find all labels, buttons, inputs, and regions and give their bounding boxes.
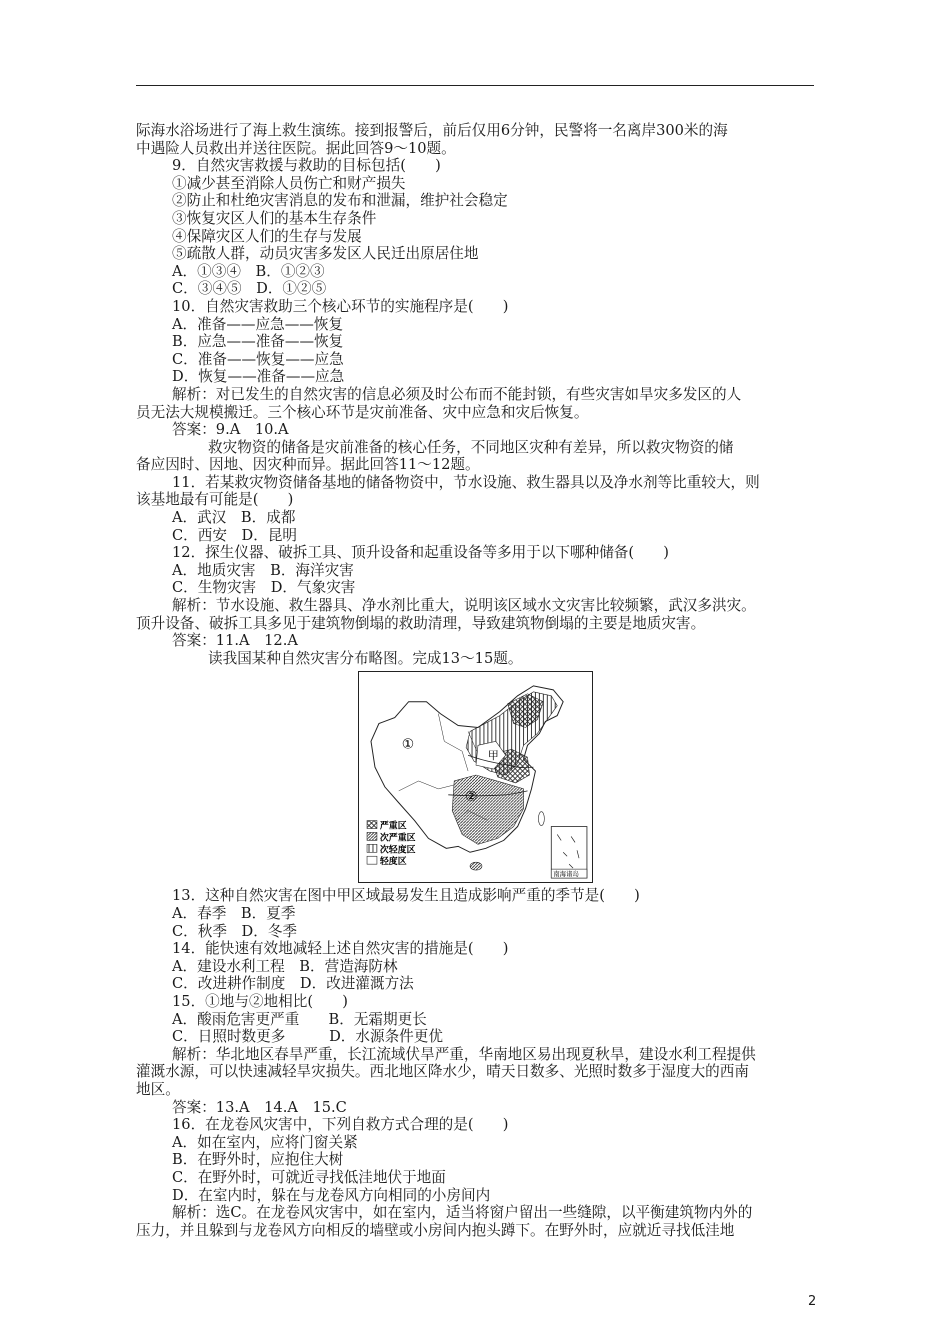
text-line: C．③④⑤ D．①②⑤ <box>172 280 327 298</box>
legend-item: 次严重区 <box>379 833 416 844</box>
map-svg <box>359 672 592 882</box>
text-line: A．准备——应急——恢复 <box>172 315 344 333</box>
text-line: 备应因时、因地、因灾种而异。据此回答11～12题。 <box>136 456 480 474</box>
text-line: 灌溉水源，可以快速减轻旱灾损失。西北地区降水少，晴天日数多、光照时数多于湿度大的西南 <box>136 1063 749 1081</box>
text-line: ⑤疏散人群，动员灾害多发区人民迁出原居住地 <box>172 245 479 263</box>
text-line: ②防止和杜绝灾害消息的发布和泄漏，维护社会稳定 <box>172 192 508 210</box>
marker-1: ① <box>401 736 415 753</box>
text-line: A．建设水利工程 B．营造海防林 <box>172 957 398 975</box>
text-line: A．酸雨危害更严重 B．无霜期更长 <box>172 1010 427 1028</box>
text-line: 10．自然灾害救助三个核心环节的实施程序是( ) <box>172 297 509 315</box>
legend-item: 严重区 <box>379 821 407 832</box>
text-line: C．在野外时，可就近寻找低洼地伏于地面 <box>172 1168 446 1186</box>
text-block-1 <box>136 122 816 667</box>
text-line: 解析：选C。在龙卷风灾害中，如在室内，适当将窗户留出一些缝隙，以平衡建筑物内外的 <box>172 1204 753 1222</box>
text-line: 救灾物资的储备是灾前准备的核心任务，不同地区灾种有差异，所以救灾物资的储 <box>208 438 734 456</box>
text-line: A．如在室内，应将门窗关紧 <box>172 1133 358 1151</box>
text-line: A．武汉 B．成都 <box>172 509 296 527</box>
text-line: 9．自然灾害救援与救助的目标包括( ) <box>172 157 441 175</box>
text-line: C．西安 D．昆明 <box>172 526 298 544</box>
map-legend <box>367 820 416 868</box>
text-line: C．生物灾害 D．气象灾害 <box>172 579 356 597</box>
inset-label: 南海诸岛 <box>553 870 579 879</box>
text-line: 12．探生仪器、破拆工具、顶升设备和起重设备等多用于以下哪种储备( ) <box>172 544 669 562</box>
text-line: 中遇险人员救出并送往医院。据此回答9～10题。 <box>136 139 456 157</box>
text-line: 压力，并且躲到与龙卷风方向相反的墙壁或小房间内抱头蹲下。在野外时，应就近寻找低洼地 <box>136 1221 735 1239</box>
text-line: B．应急——准备——恢复 <box>172 333 344 351</box>
text-line: ①减少甚至消除人员伤亡和财产损失 <box>172 174 406 192</box>
text-line: D．恢复——准备——应急 <box>172 368 345 386</box>
china-disaster-map <box>358 671 593 883</box>
text-line: 答案：13.A 14.A 15.C <box>172 1098 347 1116</box>
map-label-jia: 甲 <box>487 749 499 763</box>
text-line: 解析：节水设施、救生器具、净水剂比重大，说明该区域水文灾害比较频繁，武汉多洪灾。 <box>172 597 756 615</box>
text-line: C．改进耕作制度 D．改进灌溉方法 <box>172 975 414 993</box>
text-line: A．①③④ B．①②③ <box>172 262 325 280</box>
text-line: 15．①地与②地相比( ) <box>172 992 348 1010</box>
legend-item: 轻度区 <box>379 857 407 868</box>
text-line: C．准备——恢复——应急 <box>172 350 344 368</box>
text-line: 读我国某种自然灾害分布略图。完成13～15题。 <box>208 649 523 667</box>
text-line: A．春季 B．夏季 <box>172 905 296 922</box>
legend-item: 次轻度区 <box>379 845 416 856</box>
text-line: C．日照时数更多 D．水源条件更优 <box>172 1028 443 1046</box>
text-line: 员无法大规模搬迁。三个核心环节是灾前准备、灾中应急和灾后恢复。 <box>136 403 589 421</box>
text-line: 答案：9.A 10.A <box>172 421 289 439</box>
page-number: 2 <box>808 1294 817 1309</box>
text-line: D．在室内时，躲在与龙卷风方向相同的小房间内 <box>172 1186 491 1204</box>
text-line: 解析：华北地区春旱严重，长江流域伏旱严重，华南地区易出现夏秋旱，建设水利工程提供 <box>172 1045 756 1063</box>
text-line: 地区。 <box>136 1080 180 1098</box>
text-line: A．地质灾害 B．海洋灾害 <box>172 561 354 579</box>
page-content <box>136 122 816 1239</box>
header-rule <box>136 85 814 86</box>
text-line: 16．在龙卷风灾害中，下列自救方式合理的是( ) <box>172 1116 509 1134</box>
text-line: 13．这种自然灾害在图中甲区域最易发生且造成影响严重的季节是( ) <box>172 887 640 905</box>
text-line: 14．能快速有效地减轻上述自然灾害的措施是( ) <box>172 940 509 958</box>
zone-second <box>452 775 523 844</box>
text-line: ④保障灾区人们的生存与发展 <box>172 227 362 245</box>
south-sea-inset <box>551 827 587 879</box>
figure-area <box>136 667 816 887</box>
text-line: 11．若某救灾物资储备基地的储备物资中，节水设施、救生器具以及净水剂等比重较大，则 <box>172 473 760 491</box>
text-line: 顶升设备、破拆工具多见于建筑物倒塌的救助清理，导致建筑物倒塌的主要是地质灾害。 <box>136 614 706 632</box>
text-line: 解析：对已发生的自然灾害的信息必须及时公布而不能封锁，有些灾害如旱灾多发区的人 <box>172 385 742 403</box>
text-block-2 <box>136 887 816 1239</box>
text-line: C．秋季 D．冬季 <box>172 922 298 940</box>
text-line: 该基地最有可能是( ) <box>136 491 294 509</box>
text-line: 答案：11.A 12.A <box>172 632 298 650</box>
marker-2: ② <box>465 789 478 806</box>
text-line: B．在野外时，应抱住大树 <box>172 1151 344 1169</box>
text-line: 际海水浴场进行了海上救生演练。接到报警后，前后仅用6分钟，民警将一名离岸300米的海 <box>136 122 728 139</box>
text-line: ③恢复灾区人们的基本生存条件 <box>172 209 377 227</box>
